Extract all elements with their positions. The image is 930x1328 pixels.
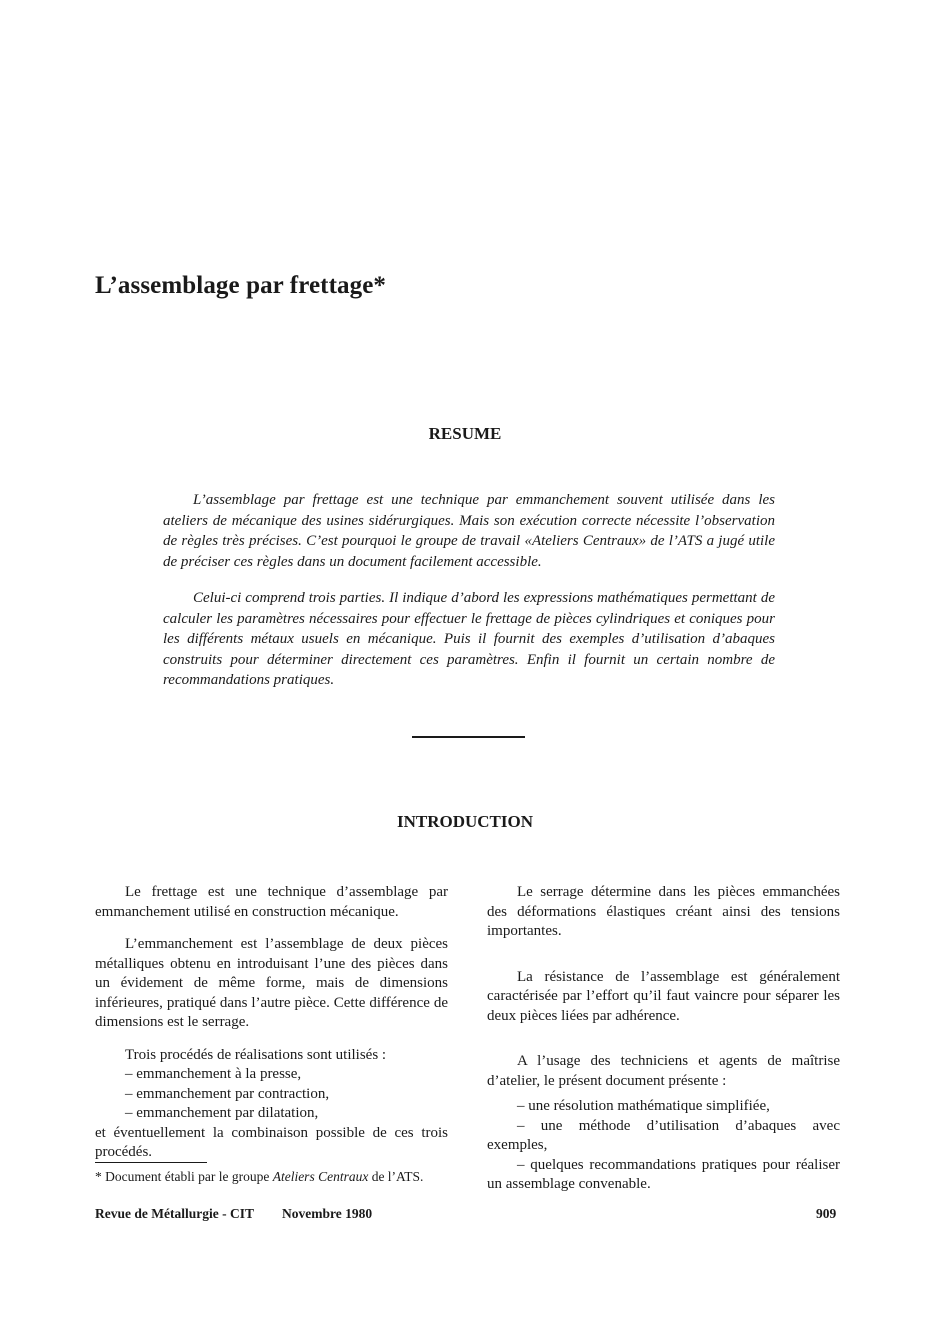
resume-abstract [163,490,775,691]
page-number: 909 [816,1206,837,1221]
intro-paragraph: La résistance de l’assemblage est généralement caractérisée par l’effort qu’il faut vaincre pour séparer les deux pièces liées par adhérence. [487,968,840,1024]
intro-paragraph: et éventuellement la combinaison possible de ces trois procédés. [95,1124,448,1160]
footnote-rule [95,1162,207,1163]
list-item: – emmanchement à la presse, [125,1066,302,1082]
intro-paragraph: Trois procédés de réalisations sont utilisés : [125,1046,387,1063]
intro-paragraph: Le frettage est une technique d’assemblage par emmanchement utilisé en construction mécanique. [95,884,448,920]
resume-paragraph: Celui-ci comprend trois parties. Il indique d’abord les expressions mathématiques permettant de calculer les paramètres nécessaires pour effectuer le frettage de pièces cylindriques et coniques pour les différents métaux usuels en mécanique. Puis il fournit des exemples d’utilisation d’abaques construits pour déterminer directement ces paramètres. Enfin il fournit un certain nombre de recommandations pratiques. [163,590,775,688]
intro-paragraph: A l’usage des techniciens et agents de maîtrise d’atelier, le présent document présente : [487,1053,840,1089]
footnote-prefix: * Document établi par le groupe [95,1169,273,1184]
intro-paragraph: L’emmanchement est l’assemblage de deux pièces métalliques obtenu en introduisant l’une des pièces dans un évidement de même forme, mais de dimensions inférieures, pratiqué dans l’autre pièce. Cette différence de dimensions est le serrage. [95,936,448,1030]
list-item: – emmanchement par contraction, [125,1085,330,1102]
resume-paragraph: L’assemblage par frettage est une technique par emmanchement souvent utilisée dans les ateliers de mécanique des usines sidérurgiques. Mais son exécution correcte nécessite l’observation de règles très précises. C’est pourquoi le groupe de travail «Ateliers Centraux» de l’ATS a jugé utile de préciser ces règles dans un document facilement accessible. [163,492,775,570]
footnote-group: Ateliers Centraux [272,1169,369,1184]
introduction-left-column [95,883,448,1163]
intro-paragraph: Le serrage détermine dans les pièces emmanchées des déformations élastiques créant ainsi des tensions importantes. [487,884,840,939]
list-item: – une méthode d’utilisation d’abaques avec exemples, [487,1117,840,1153]
article-title: L’assemblage par frettage* [95,272,386,299]
introduction-right-column [487,883,840,1195]
footer-date: Novembre 1980 [282,1206,373,1221]
list-item: – une résolution mathématique simplifiée, [517,1098,770,1114]
list-item: – emmanchement par dilatation, [125,1105,319,1121]
footer-journal: Revue de Métallurgie - CIT [95,1206,254,1221]
section-divider [412,736,525,738]
footnote-suffix: de l’ATS. [368,1169,424,1184]
list-item: – quelques recommandations pratiques pour réaliser un assemblage convenable. [487,1156,840,1192]
footnote [95,1169,423,1185]
resume-heading: RESUME [428,424,502,443]
introduction-heading: INTRODUCTION [396,812,534,831]
